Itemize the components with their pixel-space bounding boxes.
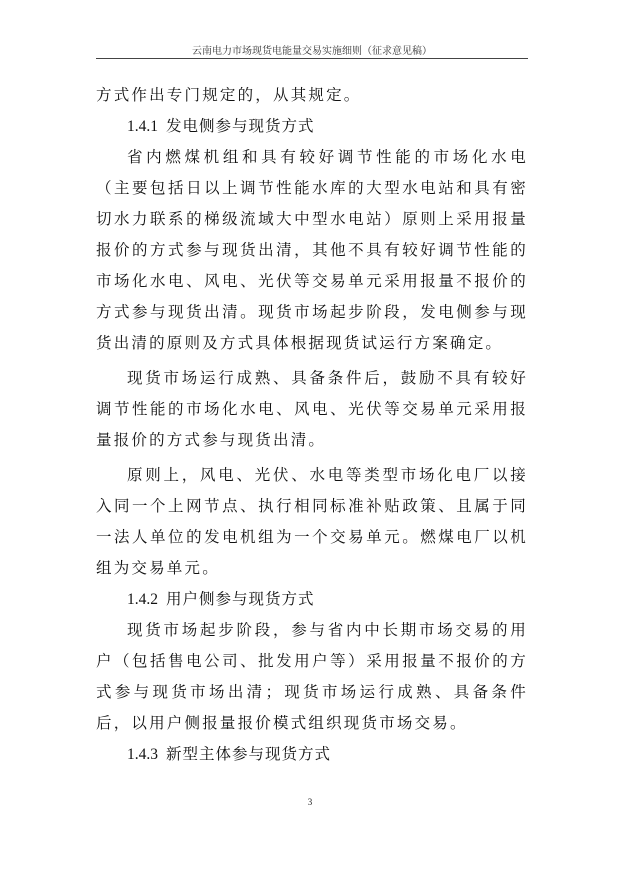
- section-heading-1-4-2: [96, 584, 528, 615]
- section-title: 新型主体参与现货方式: [165, 745, 331, 763]
- paragraph-mature-market: 现货市场运行成熟、具备条件后，鼓励不具有较好调节性能的市场化水电、风电、光伏等交易单元采用报量报价的方式参与现货出清。: [96, 369, 528, 449]
- section-heading-1-4-3: [96, 739, 528, 770]
- section-number: 1.4.2: [127, 591, 158, 608]
- section-number: 1.4.3: [127, 746, 158, 763]
- page-number: 3: [307, 797, 313, 807]
- continuation-paragraph: 方式作出专门规定的，从其规定。: [96, 86, 362, 104]
- section-title: 发电侧参与现货方式: [165, 117, 315, 135]
- paragraph-generation-bidding: 省内燃煤机组和具有较好调节性能的市场化水电（主要包括日以上调节性能水库的大型水电站和具有密切水力联系的梯级流域大中型水电站）原则上采用报量报价的方式参与现货出清，其他不具有较好调节性能的市场化水电、风电、光伏等交易单元采用报量不报价的方式参与现货出清。现货市场起步阶段，发电侧参与现货出清的原则及方式具体根据现货试运行方案确定。: [96, 148, 528, 352]
- section-heading-1-4-1: [96, 111, 528, 142]
- section-number: 1.4.1: [127, 118, 158, 135]
- section-title: 用户侧参与现货方式: [165, 590, 315, 608]
- header-rule: [96, 58, 528, 59]
- running-header: 云南电力市场现货电能量交易实施细则（征求意见稿）: [192, 46, 432, 57]
- paragraph-trading-unit: 原则上，风电、光伏、水电等类型市场化电厂以接入同一个上网节点、执行相同标准补贴政策、且属于同一法人单位的发电机组为一个交易单元。燃煤电厂以机组为交易单元。: [96, 466, 528, 577]
- paragraph-user-side: 现货市场起步阶段，参与省内中长期市场交易的用户（包括售电公司、批发用户等）采用报量不报价的方式参与现货市场出清；现货市场运行成熟、具备条件后，以用户侧报量报价模式组织现货市场交易。: [96, 621, 528, 732]
- document-body: [96, 80, 528, 770]
